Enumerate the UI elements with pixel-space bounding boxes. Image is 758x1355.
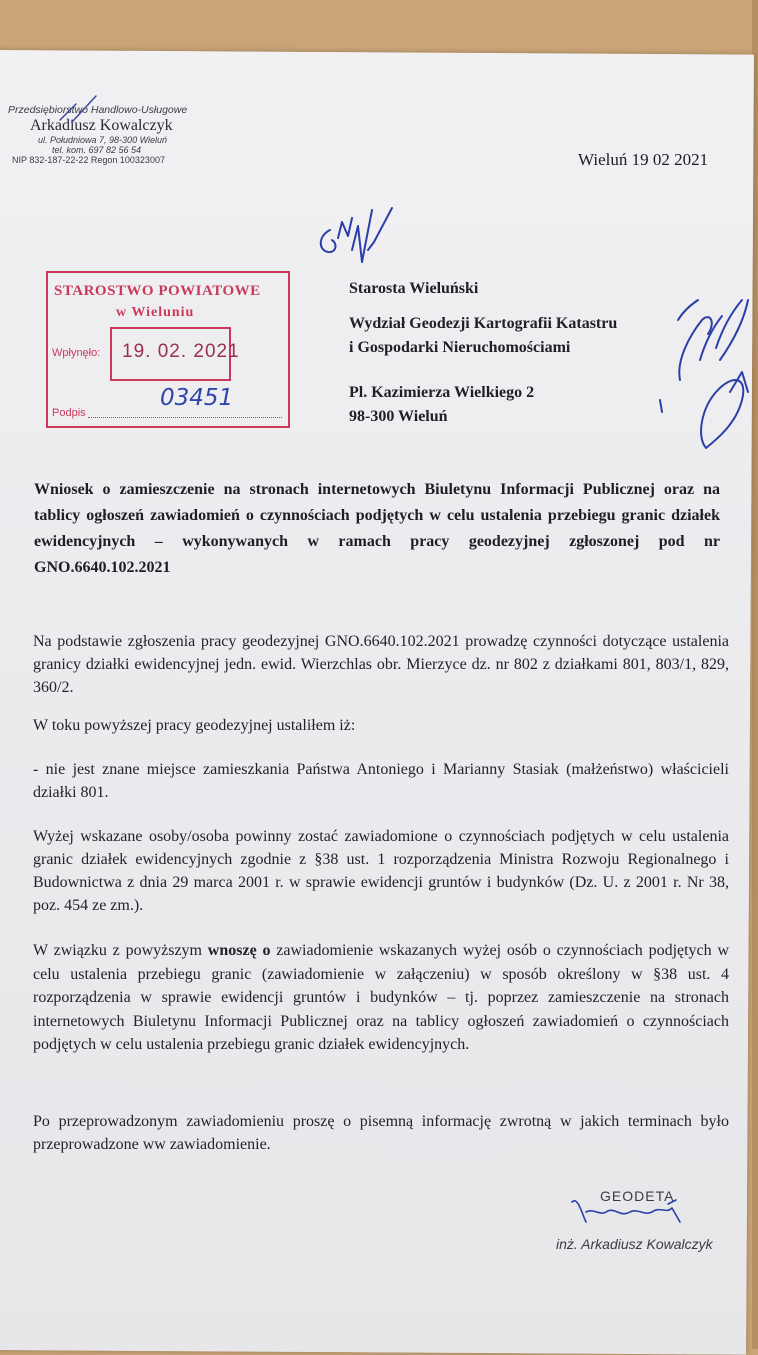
company-nip: NIP 832-187-22-22 Regon 100323007 (12, 155, 165, 165)
recipient-line-3: i Gospodarki Nieruchomościami (349, 339, 571, 356)
signature-role: GEODETA (600, 1188, 675, 1204)
recipient-line-2: Wydział Geodezji Kartografii Katastru (349, 315, 618, 332)
paragraph-5-rest: zawiadomienie wskazanych wyżej osób o czynnościach podjętych w celu ustalenia przebiegu granic (zawiadomienie w załączeniu) w sposób określony w §38 ust. 4 rozporządzenia w sprawie ewidencji gruntów i budynków – tj. poprzez zamieszczenie na stronach internetowych Biuletynu Informacji Publicznej oraz na tablicy ogłoszeń zawiadomień o czynnościach podjętych w celu ustalenia przebiegu granic działek ewidencyjnych. (33, 942, 729, 1053)
paragraph-3: - nie jest znane miejsce zamieszkania Państwa Antoniego i Marianny Stasiak (małżeństwo) właścicieli działki 801. (33, 761, 729, 801)
stamp-city: w Wieluniu (116, 305, 195, 320)
company-street: ul. Południowa 7, 98-300 Wieluń (38, 135, 168, 145)
document-date: Wieluń 19 02 2021 (578, 150, 709, 169)
paragraph-4: Wyżej wskazane osoby/osoba powinny zostać zawiadomione o czynnościach podjętych w celu ustalenia granic działek ewidencyjnych zgodnie z §38 ust. 1 rozporządzenia Ministra Rozwoju Regionalnego i Budownictwa z dnia 29 marca 2001 r. w sprawie ewidencji gruntów i budynków (Dz. U. z 2001 r. Nr 38, poz. 454 ze zm.). (33, 828, 729, 914)
company-phone: tel. kom. 697 82 56 54 (52, 145, 142, 155)
recipient-line-5: 98-300 Wieluń (349, 408, 448, 425)
received-stamp (46, 271, 290, 428)
paragraph-2: W toku powyższej pracy geodezyjnej ustaliłem iż: (33, 717, 356, 734)
paragraph-6: Po przeprowadzonym zawiadomieniu proszę o pisemną informację zwrotną w jakich terminach było przeprowadzone ww zawiadomienie. (33, 1113, 729, 1153)
paragraph-5 (33, 939, 729, 1057)
document-page (0, 50, 754, 1355)
stamp-signature-line (88, 417, 282, 418)
stamp-registration-number: 03451 (160, 385, 234, 411)
stamp-signature-label: Podpis (52, 407, 86, 419)
paragraph-1: Na podstawie zgłoszenia pracy geodezyjnej GNO.6640.102.2021 prowadzę czynności dotyczące ustalenia granicy działki ewidencyjnej jedn. ewid. Wierzchlas obr. Mierzyce dz. nr 802 z działkami 801, 803/1, 829, 360/2. (33, 633, 729, 696)
paragraph-5-start: W związku z powyższym (33, 942, 208, 959)
signature-name: inż. Arkadiusz Kowalczyk (556, 1236, 713, 1252)
recipient-line-1: Starosta Wieluński (349, 280, 479, 297)
stamp-received-date: 19. 02. 2021 (122, 341, 240, 362)
company-type: Przedsiębiorstwo Handlowo-Usługowe (8, 104, 188, 116)
subject-heading: Wniosek o zamieszczenie na stronach internetowych Biuletynu Informacji Publicznej oraz na tablicy ogłoszeń zawiadomień o czynnościach podjętych w celu ustalenia przebiegu granic działek ewidencyjnych – wykonywanych w ramach pracy geodezyjnej zgłoszonej pod nr GNO.6640.102.2021 (34, 481, 720, 576)
company-header (8, 104, 208, 165)
recipient-line-4: Pl. Kazimierza Wielkiego 2 (349, 384, 535, 401)
stamp-received-label: Wpłynęło: (52, 347, 101, 359)
paragraph-5-bold: wnoszę o (207, 942, 271, 959)
stamp-office: STAROSTWO POWIATOWE (54, 283, 261, 299)
company-name: Arkadiusz Kowalczyk (30, 117, 173, 134)
